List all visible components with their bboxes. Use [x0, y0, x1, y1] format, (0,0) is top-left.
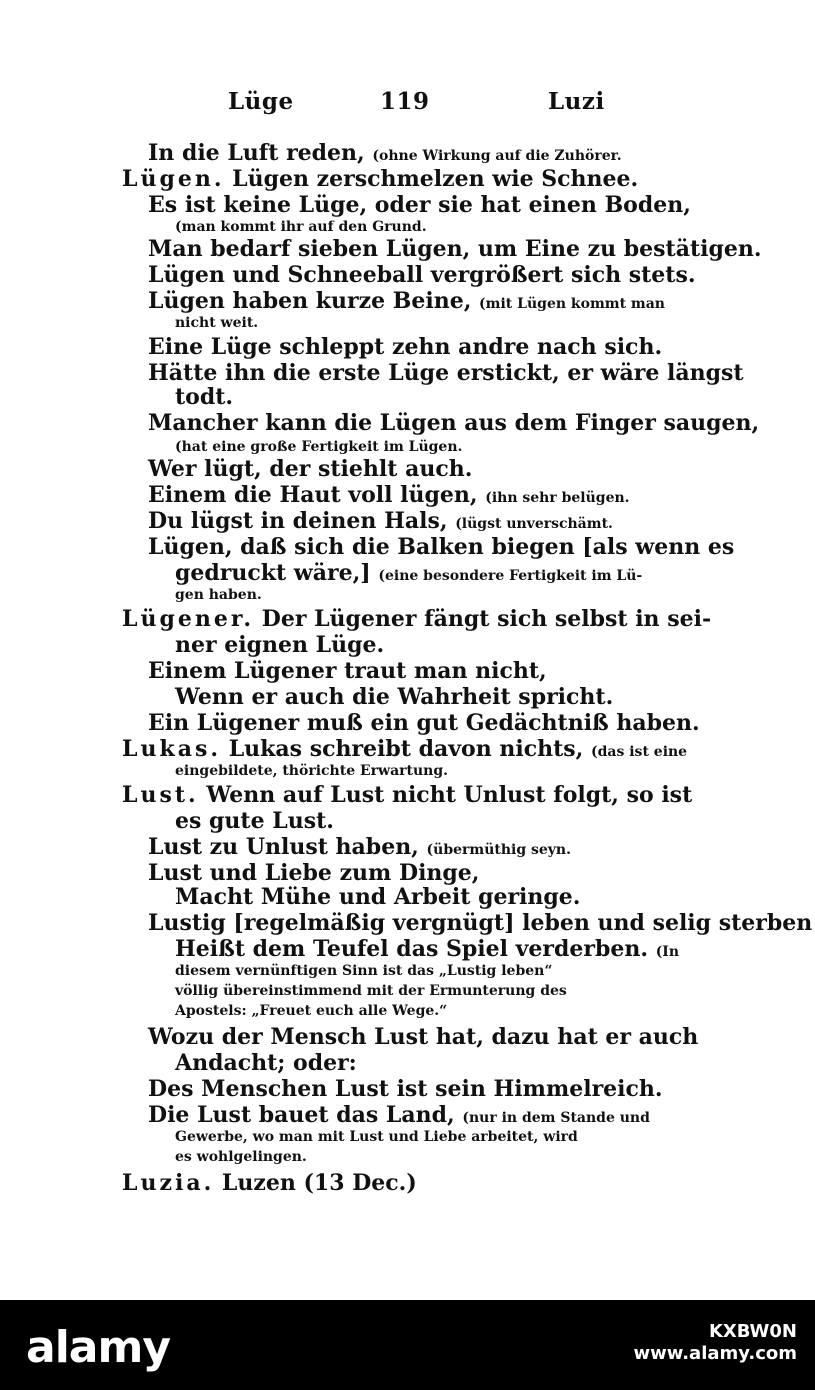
- text-line: ner eignen Lüge.: [175, 632, 385, 658]
- text-line: Des Menschen Lust ist sein Himmelreich.: [148, 1076, 663, 1102]
- entry-keyword: Luzia.: [122, 1170, 215, 1196]
- note-line: es wohlgelingen.: [175, 1149, 307, 1165]
- image-site: www.alamy.com: [633, 1343, 797, 1364]
- note-line: (hat eine große Fertigkeit im Lügen.: [175, 439, 463, 455]
- note-line: Gewerbe, wo man mit Lust und Liebe arbeitet, wird: [175, 1129, 578, 1145]
- text-line: Lust und Liebe zum Dinge,: [148, 860, 480, 886]
- entry-line: Lukas. Lukas schreibt davon nichts, (das ist eine: [122, 736, 688, 762]
- note-line: (man kommt ihr auf den Grund.: [175, 219, 427, 235]
- entry-keyword: Lukas.: [122, 736, 222, 762]
- text-line: In die Luft reden, (ohne Wirkung auf die Zuhörer.: [148, 140, 622, 166]
- text-line: gedruckt wäre,] (eine besondere Fertigkeit im Lü-: [175, 560, 643, 586]
- entry-line: Lust. Wenn auf Lust nicht Unlust folgt, so ist: [122, 782, 693, 808]
- text-line: Einem die Haut voll lügen, (ihn sehr belügen.: [148, 482, 630, 508]
- text-line: Heißt dem Teufel das Spiel verderben. (In: [175, 936, 680, 962]
- running-head-left: Lüge: [228, 88, 294, 115]
- text-line: Du lügst in deinen Hals, (lügst unverschämt.: [148, 508, 613, 534]
- text-line: Lügen, daß sich die Balken biegen [als wenn es: [148, 534, 735, 560]
- note-line: Apostels: „Freuet euch alle Wege.“: [175, 1003, 448, 1019]
- text-line: Mancher kann die Lügen aus dem Finger saugen,: [148, 410, 760, 436]
- text-line: Macht Mühe und Arbeit geringe.: [175, 884, 581, 910]
- text-line: Wenn er auch die Wahrheit spricht.: [175, 684, 614, 710]
- text-line: Lügen haben kurze Beine, (mit Lügen kommt man: [148, 288, 665, 314]
- note-line: eingebildete, thörichte Erwartung.: [175, 763, 449, 779]
- text-line: Lust zu Unlust haben, (übermüthig seyn.: [148, 834, 571, 860]
- text-line: es gute Lust.: [175, 808, 334, 834]
- image-id-code: KXBW0N: [708, 1321, 797, 1342]
- note-line: nicht weit.: [175, 315, 259, 331]
- text-line: Man bedarf sieben Lügen, um Eine zu bestätigen.: [148, 236, 762, 262]
- image-id: [633, 1321, 797, 1365]
- note-line: völlig übereinstimmend mit der Ermunterung des: [175, 983, 567, 999]
- entry-keyword: Lust.: [122, 782, 199, 808]
- text-line: Lügen und Schneeball vergrößert sich stets.: [148, 262, 696, 288]
- text-line: Einem Lügener traut man nicht,: [148, 658, 547, 684]
- note-line: gen haben.: [175, 587, 262, 603]
- running-head-right: Luzi: [548, 88, 605, 115]
- note-line: diesem vernünftigen Sinn ist das „Lustig leben“: [175, 963, 553, 979]
- text-line: Eine Lüge schleppt zehn andre nach sich.: [148, 334, 663, 360]
- alamy-logo: alamy: [26, 1322, 170, 1373]
- entry-line: Lügen. Lügen zerschmelzen wie Schnee.: [122, 166, 639, 192]
- entry-line: Luzia. Luzen (13 Dec.): [122, 1170, 417, 1196]
- text-line: Wer lügt, der stiehlt auch.: [148, 456, 473, 482]
- entry-line: Lügener. Der Lügener fängt sich selbst in sei-: [122, 606, 712, 632]
- text-line: Lustig [regelmäßig vergnügt] leben und selig sterben: [148, 910, 813, 936]
- watermark-bar: [0, 1300, 815, 1390]
- entry-keyword: Lügen.: [122, 166, 225, 192]
- text-line: Es ist keine Lüge, oder sie hat einen Boden,: [148, 192, 691, 218]
- page-number: 119: [380, 88, 430, 115]
- text-line: Andacht; oder:: [175, 1050, 357, 1076]
- entry-keyword: Lügener.: [122, 606, 255, 632]
- text-line: Ein Lügener muß ein gut Gedächtniß haben.: [148, 710, 700, 736]
- text-line: Hätte ihn die erste Lüge erstickt, er wäre längst: [148, 360, 744, 386]
- text-line: todt.: [175, 384, 234, 410]
- text-line: Wozu der Mensch Lust hat, dazu hat er auch: [148, 1024, 699, 1050]
- text-line: Die Lust bauet das Land, (nur in dem Stande und: [148, 1102, 650, 1128]
